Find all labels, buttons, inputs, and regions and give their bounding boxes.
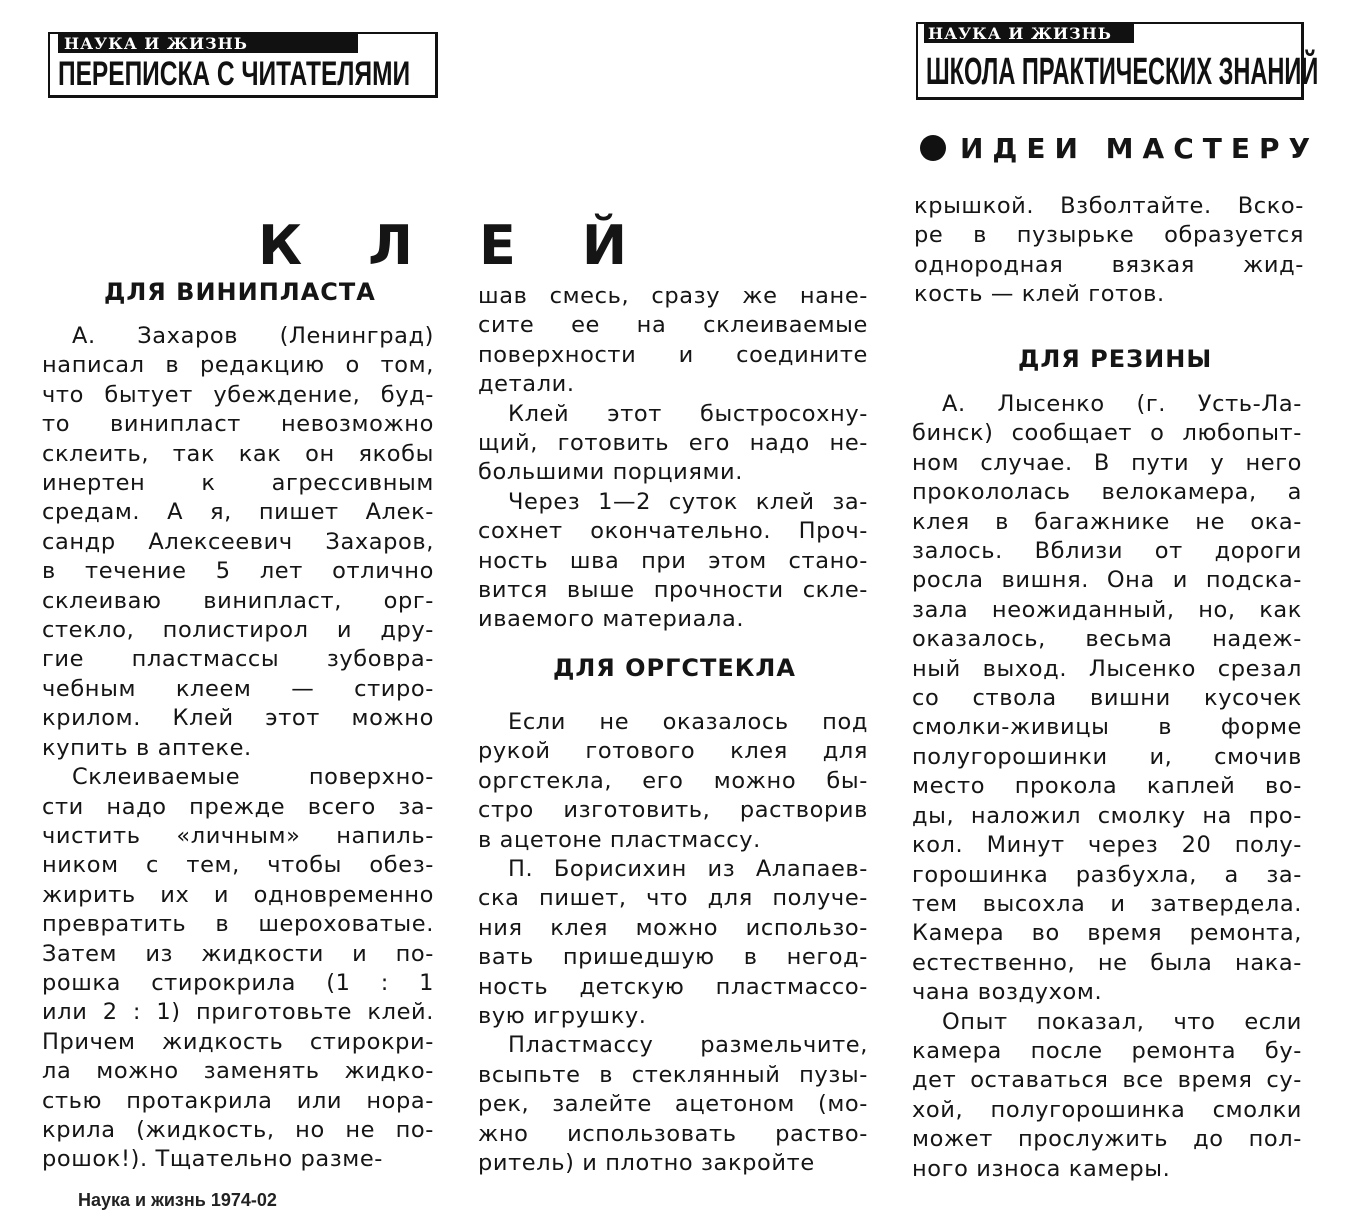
text-line: ла можно заменять жидко- xyxy=(42,1058,434,1085)
text-line: Опыт показал, что если xyxy=(942,1008,1302,1035)
text-line: ность шва при этом стано- xyxy=(478,547,868,574)
text-line: ре в пузырьке образуется xyxy=(914,222,1304,249)
text-line: чебным клеем — стиро- xyxy=(42,675,434,702)
text-line: Через 1—2 суток клей за- xyxy=(508,488,868,515)
text-line: Камера во время ремонта, xyxy=(912,920,1302,947)
text-line: может прослужить до пол- xyxy=(912,1126,1302,1153)
text-line: полугорошинки и, смочив xyxy=(912,743,1302,770)
text-line: А. Захаров (Ленинград) xyxy=(72,323,434,349)
text-line: ного износа камеры. xyxy=(912,1155,1171,1182)
bullet-dot-icon xyxy=(920,135,946,161)
source-caption: Наука и жизнь 1974-02 xyxy=(78,1190,277,1210)
text-line: ска пишет, что для получе- xyxy=(478,885,868,912)
text-line: ный выход. Лысенко срезал xyxy=(912,655,1302,682)
text-line: вать пришедшую в негод- xyxy=(478,944,868,971)
rubric-magazine-label: НАУКА И ЖИЗНЬ xyxy=(924,24,1134,43)
rubric-practical-school xyxy=(916,22,1319,100)
text-line: то винипласт невозможно xyxy=(42,411,434,438)
text-line: Клей этот быстросохну- xyxy=(508,400,868,427)
text-line: росла вишня. Она и подска- xyxy=(912,567,1302,594)
text-line: всыпьте в стеклянный пузы- xyxy=(478,1061,868,1088)
text-line: ность детскую пластмассо- xyxy=(478,973,868,1000)
text-line: естественно, не была нака- xyxy=(912,949,1302,976)
text-line: А. Лысенко (г. Усть-Ла- xyxy=(942,391,1302,417)
text-line: сохнет окончательно. Проч- xyxy=(478,518,868,545)
text-line: прокололась велокамера, а xyxy=(912,479,1302,506)
text-line: Склеиваемые поверхно- xyxy=(72,764,434,791)
text-line: шав смесь, сразу же нане- xyxy=(478,283,868,309)
rubric-magazine-label: НАУКА И ЖИЗНЬ xyxy=(58,34,358,53)
text-line: клея в багажнике не ока- xyxy=(912,508,1302,535)
text-line: кость — клей готов. xyxy=(914,281,1165,308)
text-line: смолки-живицы в форме xyxy=(912,714,1302,741)
column-3-text-top xyxy=(914,192,1304,310)
text-line: Пластмассу размельчите, xyxy=(508,1032,868,1059)
text-line: сите ее на склеиваемые xyxy=(478,312,868,339)
text-line: детали. xyxy=(478,371,575,398)
text-line: инертен к агрессивным xyxy=(42,470,434,497)
text-line: ном случае. В пути у него xyxy=(912,449,1302,476)
text-line: поверхности и соедините xyxy=(478,341,868,368)
rubric-title: ШКОЛА ПРАКТИЧЕСКИХ ЗНАНИЙ xyxy=(926,51,1319,93)
text-line: со ствола вишни кусочек xyxy=(912,685,1302,712)
text-line: ды, наложил смолку на про- xyxy=(912,802,1302,829)
text-line: сти надо прежде всего за- xyxy=(42,793,434,820)
text-line: залось. Вблизи от дороги xyxy=(912,538,1302,565)
text-line: рек, залейте ацетоном (мо- xyxy=(478,1091,868,1118)
column-2-text-top xyxy=(478,282,868,635)
text-line: кол. Минут через 20 полу- xyxy=(912,832,1302,859)
text-line: Если не оказалось под xyxy=(508,709,868,735)
text-line: склеить, так как он якобы xyxy=(42,440,434,467)
text-line: превратить в шероховатые. xyxy=(42,911,434,938)
text-line: П. Борисихин из Алапаев- xyxy=(508,856,868,883)
text-line: стро изготовить, растворив xyxy=(478,797,868,824)
rubric-correspondence xyxy=(48,32,438,98)
text-line: в течение 5 лет отлично xyxy=(42,558,434,585)
rubric-title: ПЕРЕПИСКА С ЧИТАТЕЛЯМИ xyxy=(58,55,411,93)
text-line: стью протакрила или нора- xyxy=(42,1087,434,1114)
text-line: или 2 : 1) приготовьте клей. xyxy=(42,999,434,1026)
text-line: средам. А я, пишет Алек- xyxy=(42,499,434,526)
text-line: тем высохла и затвердела. xyxy=(912,890,1302,917)
text-line: чистить «личным» напиль- xyxy=(42,822,434,849)
text-line: рукой готового клея для xyxy=(478,738,868,765)
text-line: чана воздухом. xyxy=(912,979,1103,1006)
text-line: зала неожиданный, но, как xyxy=(912,596,1302,623)
text-line: горошинка разбухла, а за- xyxy=(912,861,1302,888)
text-line: крила (жидкость, но не по- xyxy=(42,1116,434,1143)
text-line: оказалось, весьма надеж- xyxy=(912,626,1302,653)
text-line: рошка стирокрила (1 : 1 xyxy=(42,969,434,996)
text-line: оргстекла, его можно бы- xyxy=(478,767,868,794)
text-line: написал в редакцию о том, xyxy=(42,352,434,379)
ideas-for-master xyxy=(920,130,1319,166)
text-line: вую игрушку. xyxy=(478,1003,647,1030)
heading-vinyl: ДЛЯ ВИНИПЛАСТА xyxy=(104,278,376,306)
column-1-text xyxy=(42,322,434,1175)
text-line: ния клея можно использо- xyxy=(478,914,868,941)
text-line: большими порциями. xyxy=(478,459,744,486)
heading-orgglass: ДЛЯ ОРГСТЕКЛА xyxy=(553,654,796,682)
column-3-text-bottom xyxy=(912,390,1302,1184)
text-line: крилом. Клей этот можно xyxy=(42,705,434,732)
text-line: сандр Алексеевич Захаров, xyxy=(42,528,434,555)
text-line: в ацетоне пластмассу. xyxy=(478,826,761,853)
text-line: крышкой. Взболтайте. Вско- xyxy=(914,193,1304,219)
text-line: склеиваю винипласт, орг- xyxy=(42,587,434,614)
text-line: что бытует убеждение, буд- xyxy=(42,381,434,408)
text-line: Затем из жидкости и по- xyxy=(42,940,434,967)
text-line: гие пластмассы зубовра- xyxy=(42,646,434,673)
text-line: Причем жидкость стирокри- xyxy=(42,1028,434,1055)
text-line: жно использовать раство- xyxy=(478,1120,868,1147)
text-line: жирить их и одновременно xyxy=(42,881,434,908)
text-line: щий, готовить его надо не- xyxy=(478,430,868,457)
text-line: однородная вязкая жид- xyxy=(914,251,1304,278)
text-line: ником с тем, чтобы обез- xyxy=(42,852,434,879)
text-line: рошок!). Тщательно разме- xyxy=(42,1146,384,1173)
text-line: хой, полугорошинка смолки xyxy=(912,1096,1302,1123)
text-line: иваемого материала. xyxy=(478,606,745,633)
article-title: КЛЕЙ xyxy=(258,214,694,277)
column-2-text-bottom xyxy=(478,708,868,1179)
text-line: камера после ремонта бу- xyxy=(912,1037,1302,1064)
text-line: купить в аптеке. xyxy=(42,734,252,761)
text-line: место прокола каплей во- xyxy=(912,773,1302,800)
text-line: вится выше прочности скле- xyxy=(478,577,868,604)
text-line: дет оставаться все время су- xyxy=(912,1067,1302,1094)
text-line: стекло, полистирол и дру- xyxy=(42,617,434,644)
text-line: ритель) и плотно закройте xyxy=(478,1150,815,1177)
text-line: бинск) сообщает о любопыт- xyxy=(912,420,1302,447)
ideas-label: ИДЕИ МАСТЕРУ xyxy=(960,131,1320,165)
heading-rubber: ДЛЯ РЕЗИНЫ xyxy=(1018,345,1213,373)
